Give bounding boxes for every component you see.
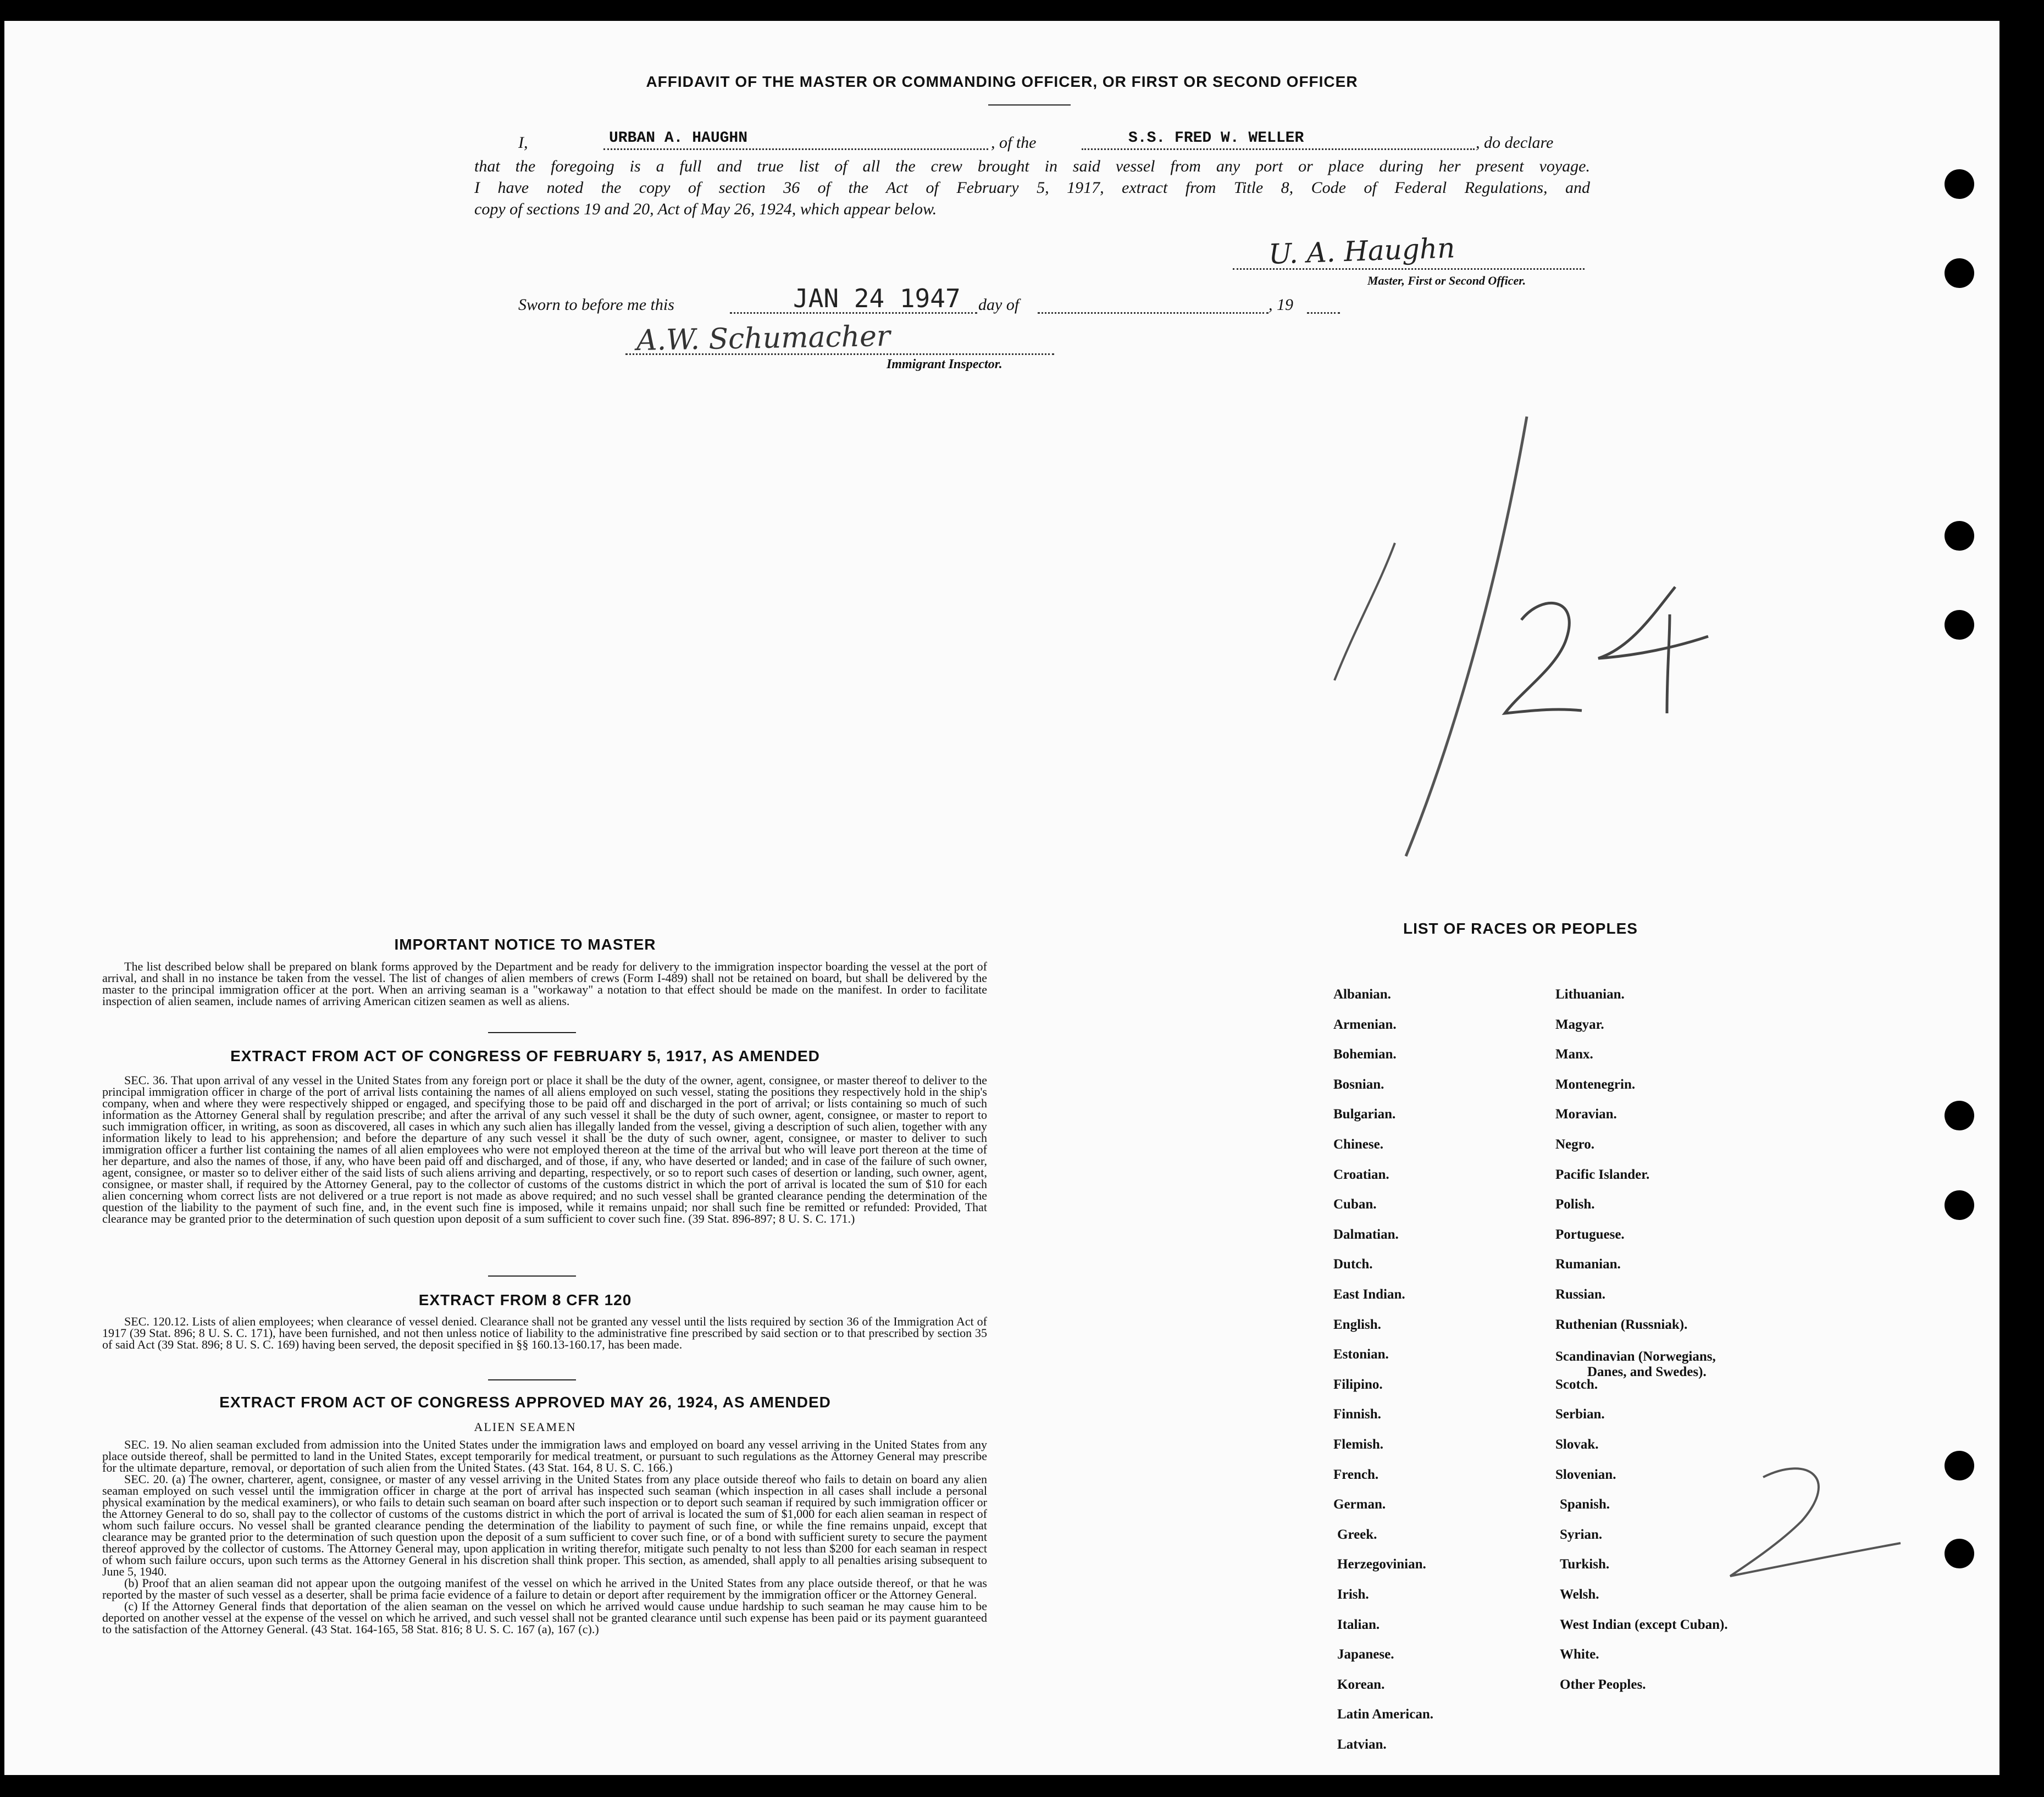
section-20c: (c) If the Attorney General finds that deportation of the alien seaman on the vessel on which he arrived would cause undue hardship to such seaman he may cause him to be deported on another vessel at the expense of the vessel on which he arrived, and such vessel shall not be granted clearance until such expense has been paid or its payment guaranteed to the satisfaction of the Attorney General. (43 Stat. 164-165, 58 Stat. 816; 8 U. S. C. 167 (a), 167 (c).) (102, 1599, 987, 1636)
extract-cfr-text: SEC. 120.12. Lists of alien employees; when clearance of vessel denied. Clearance shall not be granted any vessel until the lists required by section 36 of the Immigration Act of 1917 (39 Stat. 896; 8 U. S. C. 171), have been furnished, and not then unless notice of liability to the administrative fine prescribed by said section or to that prescribed by section 35 of said Act (39 Stat. 896; 8 U. S. C. 169) having been served, the deposit specified in §§ 160.13-160.17, has been made. (102, 1315, 987, 1351)
race-item: Syrian. (1560, 1527, 1603, 1542)
race-item: Estonian. (1333, 1347, 1389, 1362)
race-item: Cuban. (1333, 1197, 1377, 1212)
extract-cfr-divider (488, 1379, 576, 1380)
notice-divider (488, 1032, 576, 1033)
race-item: Magyar. (1555, 1017, 1604, 1032)
race-item: Portuguese. (1555, 1227, 1625, 1242)
punch-hole (1945, 610, 1974, 640)
race-item: Welsh. (1560, 1587, 1599, 1602)
inspector-signature: A.W. Schumacher (636, 319, 891, 358)
extract-1924-title: EXTRACT FROM ACT OF CONGRESS APPROVED MAY 26, 1924, AS AMENDED (219, 1394, 831, 1411)
race-item: Lithuanian. (1555, 987, 1625, 1002)
race-item: Dalmatian. (1333, 1227, 1399, 1242)
title-divider (988, 104, 1071, 106)
race-item: Dutch. (1333, 1257, 1373, 1272)
vessel-name: S.S. FRED W. WELLER (1128, 130, 1304, 147)
race-item: Irish. (1337, 1587, 1369, 1602)
month-line (1038, 312, 1269, 314)
race-item: Croatian. (1333, 1167, 1389, 1182)
race-item: Finnish. (1333, 1407, 1381, 1422)
race-item: Spanish. (1560, 1497, 1610, 1512)
race-item: Russian. (1555, 1287, 1606, 1302)
race-item: English. (1333, 1317, 1381, 1332)
race-item: Manx. (1555, 1047, 1593, 1062)
punch-hole (1945, 1190, 1974, 1220)
race-item: Latvian. (1337, 1737, 1387, 1752)
handwritten-date-mark (1323, 406, 1736, 878)
punch-hole (1945, 1101, 1974, 1130)
notice-title: IMPORTANT NOTICE TO MASTER (394, 936, 656, 953)
day-of-label: day of (978, 296, 1020, 314)
race-item: Bohemian. (1333, 1047, 1397, 1062)
affidavit-line-3: I have noted the copy of section 36 of the Act of February 5, 1917, extract from Title 8, Code of Federal Regulations, and (474, 179, 1590, 197)
race-item: Bulgarian. (1333, 1107, 1396, 1122)
year-line (1307, 312, 1340, 314)
race-item: Negro. (1555, 1137, 1595, 1152)
notice-text: The list described below shall be prepared on blank forms approved by the Department and be ready for delivery to the immigration inspector boarding the vessel at the port of arrival, and shall in no instance be taken from the vessel. The list of changes of alien members of crews (Form I-489) shall not be retained on board, but shall be delivered by the master to the principal immigration officer at the port. When an arriving seaman is a "workaway" a notation to that effect should be made on the manifest. In order to facilitate inspection of alien seamen, include names of arriving American citizen seamen as well as aliens. (102, 959, 987, 1008)
race-item: Italian. (1337, 1617, 1380, 1632)
race-item: French. (1333, 1467, 1379, 1482)
date-stamp: JAN 24 1947 (793, 284, 961, 313)
of-the-label: , of the (991, 134, 1037, 152)
race-item: Chinese. (1333, 1137, 1383, 1152)
punch-hole (1945, 258, 1974, 288)
affidavit-line-2: that the foregoing is a full and true list of all the crew brought in said vessel from any port or place during her present voyage. (474, 157, 1590, 175)
race-item: Albanian. (1333, 987, 1391, 1002)
extract-1917-divider (488, 1275, 576, 1277)
race-item: West Indian (except Cuban). (1560, 1617, 1728, 1632)
punch-hole (1945, 1451, 1974, 1480)
sworn-label: Sworn to before me this (518, 296, 674, 314)
section-19: SEC. 19. No alien seaman excluded from admission into the United States under the immigration laws and employed on board any vessel arriving in the United States from any place outside thereof, shall be permitted to land in the United States, except temporarily for medical treatment, or pursuant to such regulations as the Attorney General may prescribe for the ultimate departure, removal, or deportation of such alien from the United States. (43 Stat. 164, 8 U. S. C. 166.) (102, 1438, 987, 1474)
name-line (603, 148, 988, 150)
vessel-line (1082, 148, 1475, 150)
punch-hole (1945, 521, 1974, 551)
race-item: Rumanian. (1555, 1257, 1621, 1272)
extract-cfr-title: EXTRACT FROM 8 CFR 120 (418, 1291, 632, 1308)
extract-1917-title: EXTRACT FROM ACT OF CONGRESS OF FEBRUARY 5, 1917, AS AMENDED (230, 1047, 820, 1064)
race-item: Polish. (1555, 1197, 1595, 1212)
race-item: Other Peoples. (1560, 1677, 1646, 1692)
race-item: Herzegovinian. (1337, 1557, 1426, 1572)
master-name: URBAN A. HAUGHN (609, 130, 748, 147)
punch-hole (1945, 169, 1974, 199)
race-item: Japanese. (1337, 1647, 1394, 1662)
race-item: Moravian. (1555, 1107, 1617, 1122)
race-item: Slovak. (1555, 1437, 1599, 1452)
inspector-caption: Immigrant Inspector. (887, 357, 1002, 371)
extract-1917-text: SEC. 36. That upon arrival of any vessel in the United States from any foreign port or place it shall be the duty of the owner, agent, consignee, or master thereof to deliver to the principal immigration officer in charge of the port of arrival lists containing the names of all aliens employed on such vessel, stating the positions they respectively hold in the ship's company, when and where they were respectively shipped or engaged, and specifying those to be paid off and discharged in the port of arrival; or lists containing so much of such information as the Attorney General shall by regulation prescribe; and after the arrival of any such vessel it shall be the duty of such owner, agent, consignee, or master to report to such immigration officer, in writing, as soon as discovered, all cases in which any such alien has illegally landed from the vessel, giving a description of such alien, together with any information likely to lead to his apprehension; and before the departure of any such vessel it shall be the duty of such owner, agent, consignee, or master to deliver to such immigration officer a further list containing the names of all alien employees who were not employed thereon at the time of the arrival but who will leave port thereon at the time of her departure, and also the names of those, if any, who have been paid off and discharged, and of those, if any, who have deserted or landed; and in case of the failure of such owner, agent, consignee, or master so to deliver either of the said lists of such aliens arriving and departing, respectively, or so to report such cases of desertion or landing, such owner, agent, consignee, or master shall, if required by the Attorney General, pay to the collector of customs of the customs district in which the port of arrival is located the sum of $10 for each alien concerning whom correct lists are not delivered or a true report is not made as above required; and no such vessel shall be granted clearance pending the determination of the question of the liability to the payment of such fine, and, in the event such fine is imposed, while it remains unpaid; nor shall such fine be remitted or refunded: Provided, That clearance may be granted prior to the determination of such question upon deposit of a sum sufficient to cover such fine. (39 Stat. 896-897; 8 U. S. C. 171.) (102, 1073, 987, 1225)
section-20a: SEC. 20. (a) The owner, charterer, agent, consignee, or master of any vessel arriving in the United States from any place outside thereof who fails to detain on board any alien seaman employed on such vessel until the immigration officer in charge at the port of arrival has inspected such seaman (which inspection in all cases shall include a personal physical examination by the medical examiners), or who fails to detain such seaman on board after such inspection or to deport such seaman if required by such immigration officer or the Attorney General to do so, shall pay to the collector of customs of the customs district in which the port of arrival is located the sum of $1,000 for each alien seaman in respect of whom such failure occurs. No vessel shall be granted clearance pending the determination of the liability to payment of such fine, or while the fine remains unpaid, except that clearance may be granted prior to the determination of such question upon the deposit of a sum sufficient to cover such fine, or of a bond with sufficient surety to secure the payment thereof approved by the collector of customs. The Attorney General may, upon application in writing therefor, mitigate such penalty to not less than $200 for each seaman in respect of whom such failure occurs, upon such terms as the Attorney General in his discretion shall think proper. This section, as amended, shall apply to all penalties arising subsequent to June 5, 1940. (102, 1472, 987, 1578)
inspector-line (625, 353, 1054, 355)
race-item: Danes, and Swedes). (1587, 1365, 1707, 1380)
affidavit-line-4: copy of sections 19 and 20, Act of May 26, 1924, which appear below. (474, 200, 937, 218)
race-item: Flemish. (1333, 1437, 1383, 1452)
punch-hole (1945, 1539, 1974, 1568)
race-item: Scandinavian (Norwegians, (1555, 1349, 1716, 1365)
year-label: , 19 (1269, 296, 1293, 314)
date-line (730, 312, 977, 314)
extract-1924-subtitle: ALIEN SEAMEN (474, 1420, 577, 1434)
signature-caption: Master, First or Second Officer. (1367, 274, 1526, 287)
race-item: German. (1333, 1497, 1386, 1512)
signature-line (1233, 268, 1585, 270)
race-item: Pacific Islander. (1555, 1167, 1650, 1182)
affidavit-body (474, 156, 1590, 220)
race-item: Slovenian. (1555, 1467, 1616, 1482)
race-item: Ruthenian (Russniak). (1555, 1317, 1688, 1332)
race-item: Armenian. (1333, 1017, 1397, 1032)
pronoun: I, (518, 134, 528, 152)
affidavit-title: AFFIDAVIT OF THE MASTER OR COMMANDING OFFICER, OR FIRST OR SECOND OFFICER (646, 73, 1358, 90)
race-item: East Indian. (1333, 1287, 1405, 1302)
race-item: Montenegrin. (1555, 1077, 1636, 1092)
handwritten-page-mark (1714, 1461, 1912, 1587)
section-20b: (b) Proof that an alien seaman did not appear upon the outgoing manifest of the vessel on which he arrived in the United States from any place outside thereof, or that he was reported by the master of such vessel as a deserter, shall be prima facie evidence of a failure to detain or deport after requirement by the immigration officer or the Attorney General. (102, 1576, 987, 1601)
race-item: Scotch. (1555, 1377, 1598, 1392)
race-item: Latin American. (1337, 1707, 1433, 1722)
extract-1924-text (102, 1439, 987, 1635)
race-item: Serbian. (1555, 1407, 1605, 1422)
race-item: Turkish. (1560, 1557, 1610, 1572)
document-page (4, 21, 1999, 1775)
race-item: Greek. (1337, 1527, 1377, 1542)
declare-label: , do declare (1476, 134, 1554, 152)
race-item: White. (1560, 1647, 1599, 1662)
master-signature: U. A. Haughn (1268, 232, 1456, 270)
race-item: Korean. (1337, 1677, 1385, 1692)
race-item: Bosnian. (1333, 1077, 1384, 1092)
races-title: LIST OF RACES OR PEOPLES (1403, 920, 1638, 937)
race-item: Filipino. (1333, 1377, 1383, 1392)
